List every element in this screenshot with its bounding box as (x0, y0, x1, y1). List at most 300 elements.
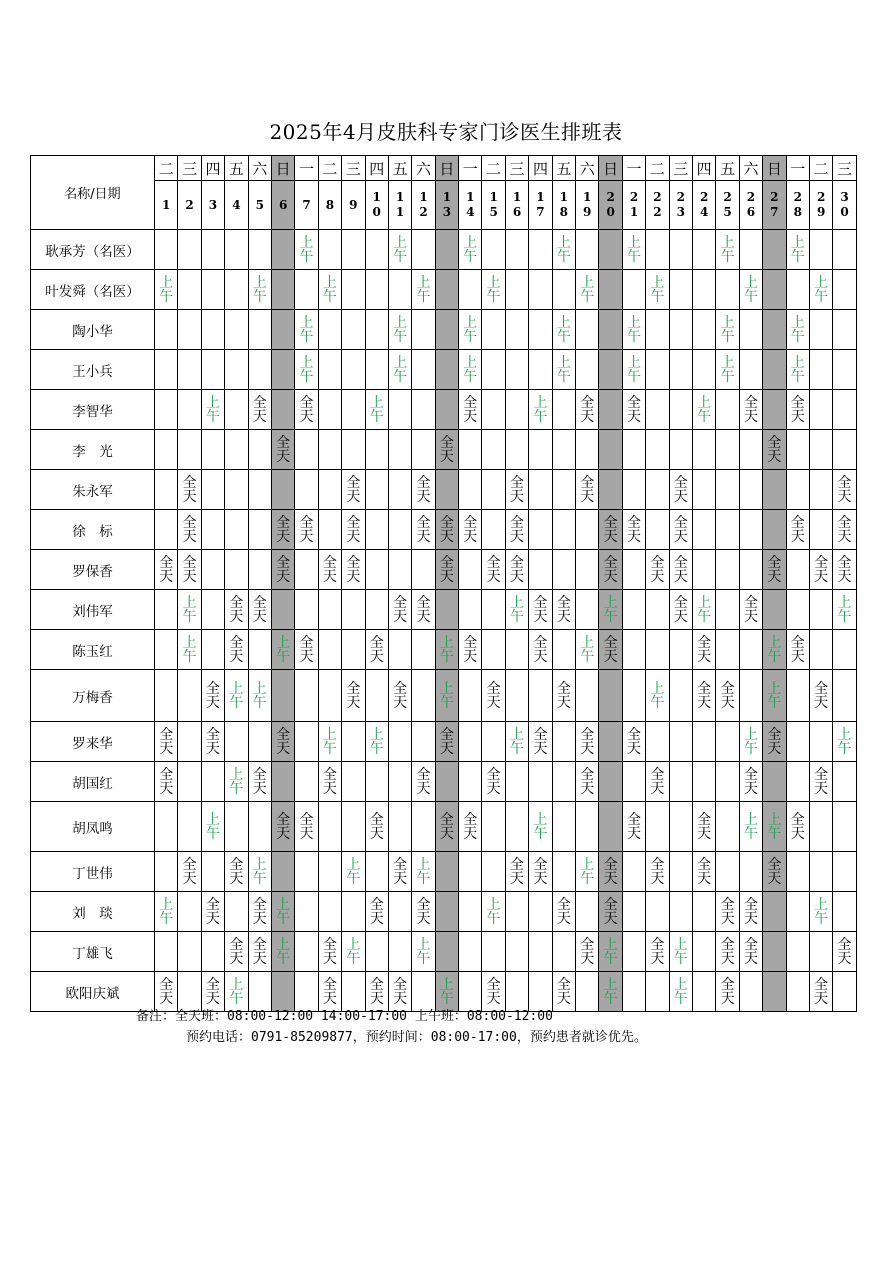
full-day-shift: 全 天 (743, 394, 758, 425)
shift-cell (809, 722, 832, 762)
full-day-shift: 全 天 (322, 554, 337, 585)
morning-shift: 上 午 (205, 811, 220, 842)
shift-cell (295, 390, 318, 430)
shift-cell (576, 390, 599, 430)
morning-shift: 上 午 (159, 274, 174, 305)
shift-cell (763, 510, 786, 550)
full-day-shift: 全 天 (743, 594, 758, 625)
weekday-8: 二 (318, 156, 341, 181)
shift-cell (365, 722, 388, 762)
morning-shift: 上 午 (369, 726, 384, 757)
full-day-shift: 全 天 (439, 514, 454, 545)
weekday-30: 三 (833, 156, 856, 181)
shift-cell (669, 932, 692, 972)
full-day-shift: 全 天 (439, 811, 454, 842)
shift-cell (763, 270, 786, 310)
morning-shift: 上 午 (182, 634, 197, 665)
morning-shift: 上 午 (322, 274, 337, 305)
shift-cell (459, 802, 482, 852)
date-16: 1 6 (505, 181, 528, 230)
morning-shift: 上 午 (627, 354, 641, 385)
shift-cell (599, 390, 622, 430)
shift-cell (201, 230, 224, 270)
shift-cell (225, 230, 248, 270)
shift-cell (342, 590, 365, 630)
shift-cell (318, 230, 341, 270)
shift-cell (271, 390, 294, 430)
shift-cell (505, 270, 528, 310)
shift-cell (552, 470, 575, 510)
shift-cell (763, 762, 786, 802)
shift-cell (786, 510, 809, 550)
full-day-shift: 全 天 (439, 434, 454, 465)
shift-cell (833, 510, 856, 550)
shift-cell (809, 892, 832, 932)
full-day-shift: 全 天 (393, 594, 408, 625)
shift-cell (646, 310, 669, 350)
shift-cell (763, 722, 786, 762)
shift-cell (809, 550, 832, 590)
shift-cell (342, 310, 365, 350)
full-day-shift: 全 天 (510, 474, 525, 505)
full-day-shift: 全 天 (556, 680, 571, 711)
weekday-7: 一 (295, 156, 318, 181)
shift-cell (271, 590, 294, 630)
doctor-row (31, 802, 857, 852)
shift-cell (669, 590, 692, 630)
shift-cell (669, 310, 692, 350)
shift-cell (599, 350, 622, 390)
shift-cell (692, 762, 715, 802)
morning-shift: 上 午 (767, 634, 782, 665)
shift-cell (646, 390, 669, 430)
shift-cell (271, 350, 294, 390)
shift-cell (529, 590, 552, 630)
shift-cell (622, 230, 645, 270)
doctor-row (31, 762, 857, 802)
date-24: 2 4 (692, 181, 715, 230)
morning-shift: 上 午 (743, 726, 758, 757)
shift-cell (155, 802, 178, 852)
full-day-shift: 全 天 (182, 474, 197, 505)
full-day-shift: 全 天 (580, 474, 595, 505)
shift-cell (225, 722, 248, 762)
shift-cell (482, 590, 505, 630)
full-day-shift: 全 天 (229, 634, 244, 665)
shift-cell (295, 430, 318, 470)
shift-cell (388, 350, 411, 390)
shift-cell (271, 670, 294, 722)
shift-cell (552, 670, 575, 722)
shift-cell (739, 390, 762, 430)
shift-cell (482, 270, 505, 310)
shift-cell (786, 390, 809, 430)
shift-cell (365, 802, 388, 852)
shift-cell (599, 892, 622, 932)
full-day-shift: 全 天 (205, 726, 220, 757)
morning-shift: 上 午 (439, 976, 454, 1007)
shift-cell (552, 590, 575, 630)
morning-shift: 上 午 (463, 234, 478, 265)
shift-cell (646, 802, 669, 852)
shift-cell (786, 762, 809, 802)
full-day-shift: 全 天 (346, 514, 361, 545)
shift-cell (809, 270, 832, 310)
shift-cell (552, 892, 575, 932)
shift-cell (482, 510, 505, 550)
shift-cell (271, 722, 294, 762)
shift-cell (365, 350, 388, 390)
shift-cell (833, 972, 856, 1012)
shift-cell (646, 590, 669, 630)
full-day-shift: 全 天 (627, 726, 641, 757)
full-day-shift: 全 天 (627, 811, 641, 842)
shift-cell (669, 722, 692, 762)
shift-cell (365, 270, 388, 310)
date-6: 6 (271, 181, 294, 230)
shift-cell (763, 430, 786, 470)
doctor-row (31, 510, 857, 550)
shift-cell (669, 852, 692, 892)
shift-cell (342, 390, 365, 430)
full-day-shift: 全 天 (439, 726, 454, 757)
morning-shift: 上 午 (299, 234, 314, 265)
shift-cell (201, 590, 224, 630)
shift-cell (225, 802, 248, 852)
date-25: 2 5 (716, 181, 739, 230)
morning-shift: 上 午 (603, 594, 618, 625)
shift-cell (482, 722, 505, 762)
shift-cell (833, 630, 856, 670)
date-13: 1 3 (435, 181, 458, 230)
shift-cell (692, 470, 715, 510)
shift-cell (692, 802, 715, 852)
shift-cell (716, 310, 739, 350)
shift-cell (318, 852, 341, 892)
shift-cell (342, 550, 365, 590)
shift-cell (365, 852, 388, 892)
weekday-27: 日 (763, 156, 786, 181)
shift-cell (412, 310, 435, 350)
shift-cell (646, 230, 669, 270)
doctor-name: 丁世伟 (31, 852, 155, 892)
shift-cell (763, 470, 786, 510)
shift-cell (529, 270, 552, 310)
shift-cell (435, 350, 458, 390)
full-day-shift: 全 天 (767, 726, 782, 757)
morning-shift: 上 午 (229, 976, 244, 1007)
shift-cell (669, 470, 692, 510)
shift-cell (295, 470, 318, 510)
morning-shift: 上 午 (814, 274, 829, 305)
shift-cell (576, 670, 599, 722)
shift-cell (295, 630, 318, 670)
weekday-1: 二 (155, 156, 178, 181)
shift-cell (716, 932, 739, 972)
shift-cell (201, 270, 224, 310)
shift-cell (155, 230, 178, 270)
shift-cell (622, 430, 645, 470)
shift-cell (669, 510, 692, 550)
date-28: 2 8 (786, 181, 809, 230)
full-day-shift: 全 天 (229, 594, 244, 625)
shift-cell (271, 892, 294, 932)
shift-cell (178, 852, 201, 892)
shift-cell (833, 932, 856, 972)
shift-cell (646, 550, 669, 590)
shift-cell (622, 310, 645, 350)
full-day-shift: 全 天 (369, 634, 384, 665)
shift-cell (365, 892, 388, 932)
full-day-shift: 全 天 (697, 680, 712, 711)
doctor-row (31, 270, 857, 310)
shift-cell (295, 852, 318, 892)
morning-shift: 上 午 (439, 634, 454, 665)
morning-shift: 上 午 (299, 314, 314, 345)
full-day-shift: 全 天 (627, 514, 641, 545)
shift-cell (576, 550, 599, 590)
shift-cell (271, 550, 294, 590)
shift-cell (178, 470, 201, 510)
shift-cell (342, 892, 365, 932)
shift-cell (412, 630, 435, 670)
shift-cell (622, 550, 645, 590)
shift-cell (599, 550, 622, 590)
date-30: 3 0 (833, 181, 856, 230)
full-day-shift: 全 天 (673, 514, 688, 545)
shift-cell (342, 230, 365, 270)
shift-cell (739, 892, 762, 932)
morning-shift: 上 午 (205, 394, 220, 425)
shift-cell (388, 390, 411, 430)
shift-cell (225, 670, 248, 722)
date-10: 1 0 (365, 181, 388, 230)
full-day-shift: 全 天 (720, 936, 735, 967)
shift-cell (716, 802, 739, 852)
shift-cell (388, 670, 411, 722)
full-day-shift: 全 天 (837, 936, 852, 967)
shift-cell (599, 802, 622, 852)
shift-cell (716, 892, 739, 932)
shift-cell (576, 310, 599, 350)
morning-shift: 上 午 (603, 976, 618, 1007)
shift-cell (318, 802, 341, 852)
shift-cell (178, 550, 201, 590)
shift-cell (739, 762, 762, 802)
shift-cell (833, 590, 856, 630)
morning-shift: 上 午 (814, 896, 829, 927)
weekday-5: 六 (248, 156, 271, 181)
shift-cell (155, 670, 178, 722)
shift-cell (809, 430, 832, 470)
doctor-name: 罗来华 (31, 722, 155, 762)
full-day-shift: 全 天 (416, 766, 431, 797)
shift-cell (155, 350, 178, 390)
morning-shift: 上 午 (252, 274, 267, 305)
shift-cell (599, 430, 622, 470)
full-day-shift: 全 天 (814, 976, 829, 1007)
shift-cell (155, 852, 178, 892)
shift-cell (318, 932, 341, 972)
shift-cell (248, 230, 271, 270)
full-day-shift: 全 天 (252, 394, 267, 425)
shift-cell (646, 762, 669, 802)
full-day-shift: 全 天 (510, 514, 525, 545)
morning-shift: 上 午 (322, 726, 337, 757)
shift-cell (318, 892, 341, 932)
shift-cell (505, 722, 528, 762)
shift-cell (716, 430, 739, 470)
morning-shift: 上 午 (533, 394, 548, 425)
doctor-name: 胡国红 (31, 762, 155, 802)
shift-cell (248, 550, 271, 590)
shift-cell (225, 310, 248, 350)
full-day-shift: 全 天 (299, 634, 314, 665)
full-day-shift: 全 天 (603, 554, 618, 585)
shift-cell (155, 550, 178, 590)
shift-cell (576, 430, 599, 470)
full-day-shift: 全 天 (346, 680, 361, 711)
shift-cell (412, 550, 435, 590)
shift-cell (576, 852, 599, 892)
shift-cell (201, 310, 224, 350)
shift-cell (622, 270, 645, 310)
doctor-row (31, 470, 857, 510)
shift-cell (412, 670, 435, 722)
shift-cell (833, 390, 856, 430)
shift-cell (763, 230, 786, 270)
date-3: 3 (201, 181, 224, 230)
shift-cell (692, 670, 715, 722)
shift-cell (342, 932, 365, 972)
shift-cell (201, 510, 224, 550)
date-11: 1 1 (388, 181, 411, 230)
shift-cell (318, 590, 341, 630)
shift-cell (505, 390, 528, 430)
date-14: 1 4 (459, 181, 482, 230)
shift-cell (786, 630, 809, 670)
date-9: 9 (342, 181, 365, 230)
shift-cell (178, 230, 201, 270)
shift-cell (225, 630, 248, 670)
doctor-name: 罗保香 (31, 550, 155, 590)
shift-cell (763, 972, 786, 1012)
shift-cell (178, 802, 201, 852)
shift-cell (529, 230, 552, 270)
shift-cell (692, 270, 715, 310)
shift-cell (178, 932, 201, 972)
shift-cell (201, 430, 224, 470)
date-29: 2 9 (809, 181, 832, 230)
weekday-11: 五 (388, 156, 411, 181)
shift-cell (692, 972, 715, 1012)
shift-cell (669, 972, 692, 1012)
shift-cell (739, 550, 762, 590)
shift-cell (739, 802, 762, 852)
weekday-29: 二 (809, 156, 832, 181)
shift-cell (482, 802, 505, 852)
doctor-row (31, 670, 857, 722)
shift-cell (178, 892, 201, 932)
full-day-shift: 全 天 (276, 514, 291, 545)
shift-cell (786, 892, 809, 932)
shift-cell (646, 892, 669, 932)
shift-cell (669, 630, 692, 670)
shift-cell (482, 852, 505, 892)
shift-cell (552, 270, 575, 310)
date-15: 1 5 (482, 181, 505, 230)
shift-cell (529, 510, 552, 550)
shift-cell (412, 510, 435, 550)
weekday-28: 一 (786, 156, 809, 181)
full-day-shift: 全 天 (229, 936, 244, 967)
shift-cell (739, 310, 762, 350)
full-day-shift: 全 天 (720, 680, 735, 711)
shift-cell (505, 510, 528, 550)
full-day-shift: 全 天 (182, 514, 197, 545)
shift-cell (248, 802, 271, 852)
full-day-shift: 全 天 (580, 766, 595, 797)
shift-cell (833, 550, 856, 590)
shift-cell (692, 550, 715, 590)
shift-cell (271, 430, 294, 470)
morning-shift: 上 午 (767, 811, 782, 842)
shift-cell (248, 590, 271, 630)
date-19: 1 9 (576, 181, 599, 230)
full-day-shift: 全 天 (322, 936, 337, 967)
morning-shift: 上 午 (463, 354, 478, 385)
morning-shift: 上 午 (790, 354, 805, 385)
doctor-name: 王小兵 (31, 350, 155, 390)
shift-cell (833, 722, 856, 762)
full-day-shift: 全 天 (580, 394, 595, 425)
shift-cell (482, 670, 505, 722)
weekday-14: 一 (459, 156, 482, 181)
morning-shift: 上 午 (463, 314, 478, 345)
shift-cell (739, 230, 762, 270)
full-day-shift: 全 天 (486, 554, 501, 585)
shift-cell (669, 550, 692, 590)
name-date-header: 名称/日期 (31, 156, 155, 230)
full-day-shift: 全 天 (814, 766, 829, 797)
shift-cell (155, 270, 178, 310)
shift-cell (692, 590, 715, 630)
shift-cell (692, 722, 715, 762)
weekday-19: 六 (576, 156, 599, 181)
shift-cell (599, 310, 622, 350)
shift-cell (248, 270, 271, 310)
shift-cell (459, 852, 482, 892)
shift-cell (178, 722, 201, 762)
full-day-shift: 全 天 (533, 594, 548, 625)
shift-cell (833, 350, 856, 390)
shift-cell (763, 802, 786, 852)
shift-cell (482, 762, 505, 802)
shift-cell (342, 350, 365, 390)
doctor-row (31, 230, 857, 270)
shift-cell (833, 470, 856, 510)
shift-cell (739, 510, 762, 550)
shift-cell (505, 310, 528, 350)
full-day-shift: 全 天 (299, 394, 314, 425)
shift-cell (459, 932, 482, 972)
shift-cell (529, 310, 552, 350)
shift-cell (178, 670, 201, 722)
morning-shift: 上 午 (837, 726, 852, 757)
shift-cell (459, 550, 482, 590)
shift-cell (271, 932, 294, 972)
shift-cell (459, 470, 482, 510)
